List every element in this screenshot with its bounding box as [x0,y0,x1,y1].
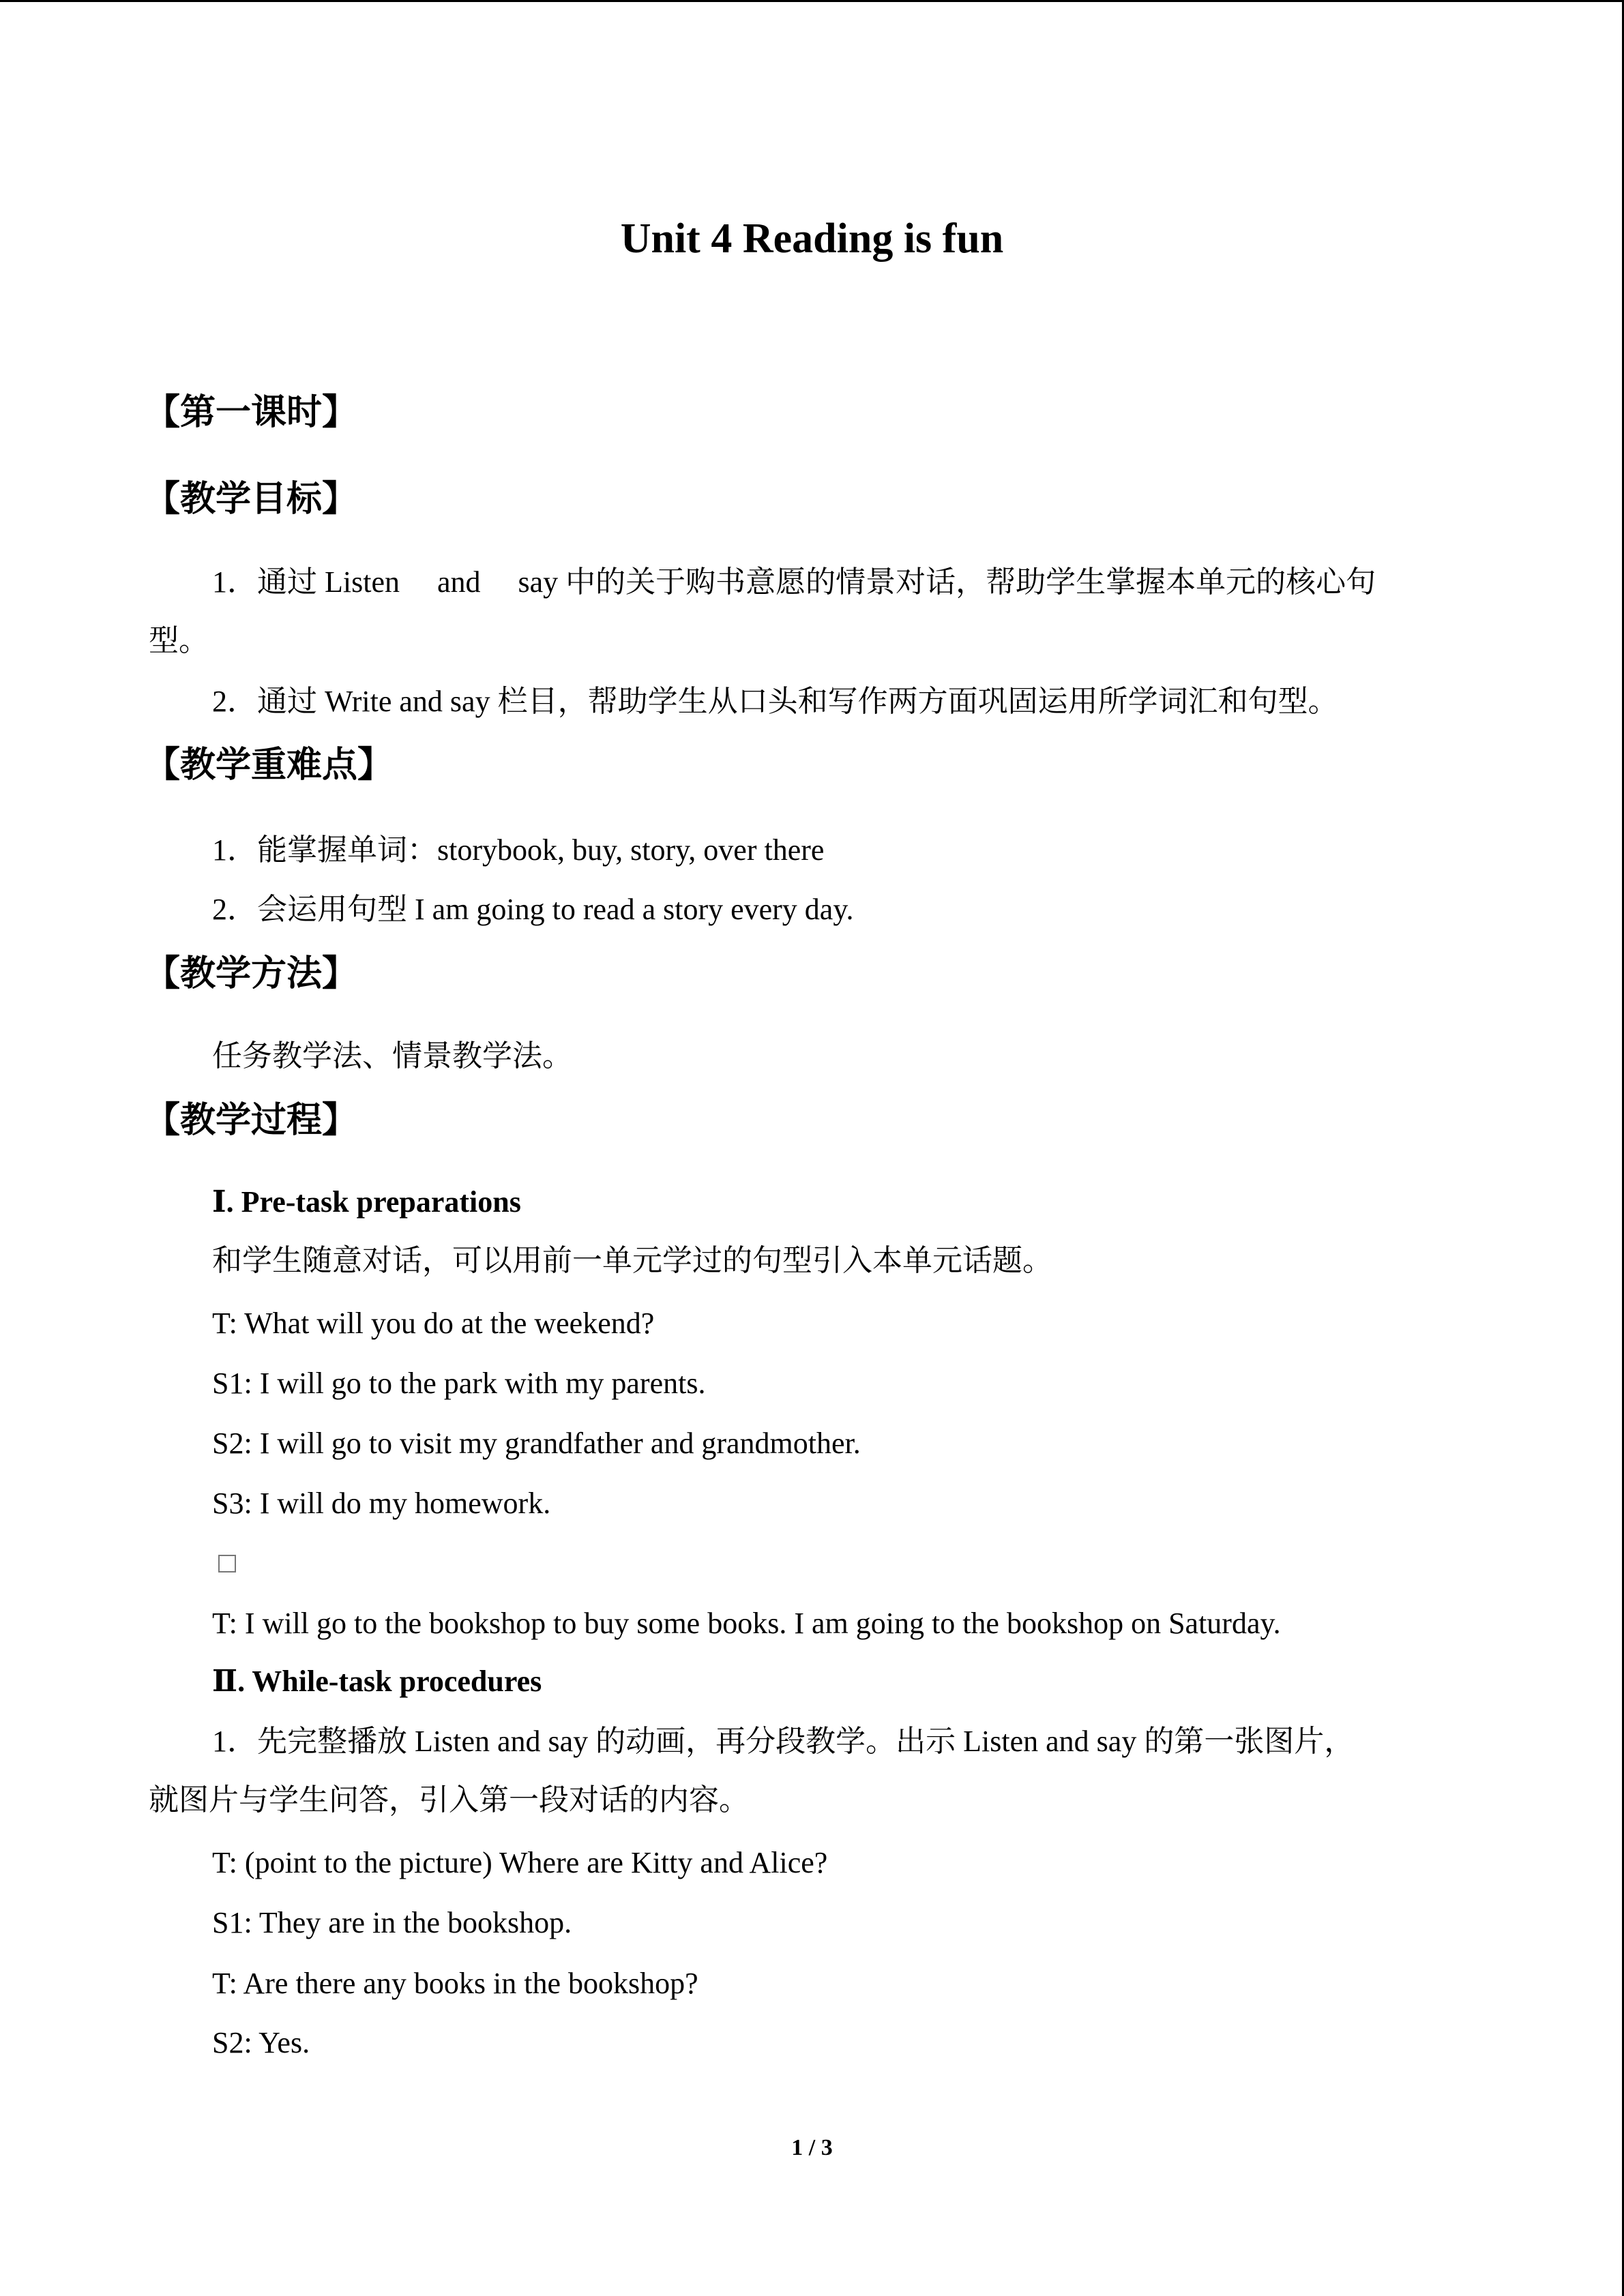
heading-methods: 【教学方法】 [145,953,358,994]
objective-item-1-line-1: 1．通过 Listen and say 中的关于购书意愿的情景对话，帮助学生掌握本单元的核心句 [212,565,1376,599]
dialogue-line: S2: Yes. [212,2026,310,2059]
dialogue-line: T: Are there any books in the bookshop? [212,1967,698,2000]
step-1-intro: 和学生随意对话，可以用前一单元学过的句型引入本单元话题。 [212,1244,1052,1277]
objective-item-2: 2．通过 Write and say 栏目，帮助学生从口头和写作两方面巩固运用所学词汇和句型。 [212,685,1338,718]
dialogue-line: T: What will you do at the weekend? [212,1307,655,1340]
empty-box-icon [218,1555,236,1572]
page-number: 1 / 3 [791,2135,833,2160]
step-1-title: Ⅰ. Pre-task preparations [212,1185,521,1219]
key-point-item-2: 2．会运用句型 I am going to read a story every day. [212,893,854,926]
step-2-item-1-line-1: 1．先完整播放 Listen and say 的动画，再分段教学。出示 Listen and say 的第一张图片， [212,1725,1355,1758]
dialogue-line: S2: I will go to visit my grandfather and grandmother. [212,1427,861,1460]
objective-item-1-line-2: 型。 [149,624,209,657]
step-2-item-1-line-2: 就图片与学生问答，引入第一段对话的内容。 [149,1783,749,1817]
heading-process: 【教学过程】 [145,1100,358,1141]
top-border-line [0,0,1624,2]
heading-objectives: 【教学目标】 [145,479,358,520]
heading-lesson: 【第一课时】 [145,392,358,433]
methods-text: 任务教学法、情景教学法。 [212,1039,572,1073]
heading-key-points: 【教学重难点】 [145,745,394,786]
key-point-item-1: 1．能掌握单词：storybook, buy, story, over there [212,833,825,867]
document-title: Unit 4 Reading is fun [620,215,1004,262]
step-2-title: Ⅱ. While-task procedures [212,1665,542,1698]
teacher-line: T: I will go to the bookshop to buy some books. I am going to the bookshop on Saturday. [212,1607,1281,1640]
dialogue-line: S1: They are in the bookshop. [212,1906,572,1939]
dialogue-line: T: (point to the picture) Where are Kitty and Alice? [212,1846,828,1879]
dialogue-line: S3: I will do my homework. [212,1487,551,1520]
dialogue-line: S1: I will go to the park with my parents. [212,1367,706,1400]
